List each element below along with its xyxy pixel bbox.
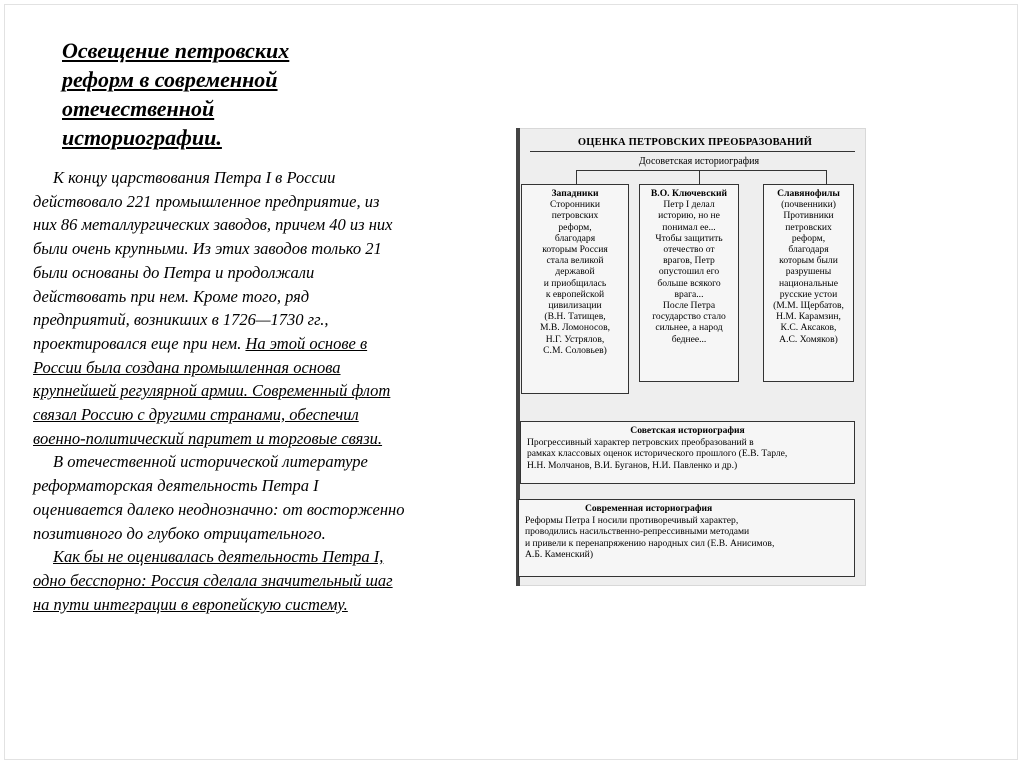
box-soviet-historiography: Советская историография Прогрессивный характер петровских преобразований в рамках классовых оценок исторического прошлого (Е.В. Тарле, Н.Н. Молчанов, В.И. Буганов, Н.И. Павленко и др.) — [520, 421, 855, 484]
slide-title — [62, 36, 362, 152]
text-line-mixed — [33, 332, 503, 356]
box-head: Славянофилы — [777, 188, 840, 199]
connector — [576, 170, 826, 171]
body-text — [33, 166, 503, 616]
underlined-line: на пути интеграции в европейскую систему. — [33, 594, 348, 614]
text-line: действовать при нем. Кроме того, ряд — [33, 286, 310, 306]
connector — [576, 170, 577, 184]
box-head: В.О. Ключевский — [650, 188, 728, 199]
connector — [826, 170, 827, 184]
text-line: действовало 221 промышленное предприятие, из — [33, 191, 380, 211]
text-line: них 86 металлургических заводов, причем 40 из них — [33, 215, 393, 235]
text-fragment: проектировался еще при нем. — [33, 333, 246, 353]
underlined-line: крупнейшей регулярной армии. Современный флот — [33, 381, 391, 401]
underlined-line: связал Россию с другими странами, обеспечил — [33, 405, 359, 425]
title-line: историографии. — [62, 125, 222, 150]
text-line: оценивается далеко неоднозначно: от восторженно — [33, 499, 405, 519]
title-line: реформ в современной — [62, 67, 278, 92]
scheme-subtitle: Досоветская историография — [638, 156, 760, 167]
paragraph-conclusion — [33, 545, 503, 616]
divider — [530, 151, 855, 152]
box-slavophiles: Славянофилы (почвенники) Противники петровских реформ, благодаря которым были разрушены национальные русские устои (М.М. Щербатов, Н.М. Карамзин, К.С. Аксаков, А.С. Хомяков) — [763, 184, 854, 382]
box-head: Современная историография — [585, 503, 713, 514]
underlined-line: одно бесспорно: Россия сделала значительный шаг — [33, 570, 393, 590]
box-head: Западники — [551, 188, 599, 199]
box-modern-historiography: Современная историография Реформы Петра I носили противоречивый характер, проводились насильственно-репрессивными методами и привели к перенапряжению народных сил (Е.В. Анисимов, А.Б. Каменский) — [518, 499, 855, 577]
title-line: Освещение петровских — [62, 38, 290, 63]
connector — [699, 170, 700, 184]
text-line: В отечественной исторической литературе — [53, 452, 368, 472]
underlined-line: России была создана промышленная основа — [33, 357, 341, 377]
scheme-title: ОЦЕНКА ПЕТРОВСКИХ ПРЕОБРАЗОВАНИЙ — [577, 137, 813, 148]
box-westernizers: Западники Сторонники петровских реформ, благодаря которым Россия стала великой державой и приобщилась к европейской цивилизации (В.Н. Татищев, М.В. Ломоносов, Н.Г. Устрялов, С.М. Соловьев) — [521, 184, 629, 394]
text-line: были очень крупными. Из этих заводов только 21 — [33, 239, 382, 259]
underlined-fragment: На этой основе в — [245, 333, 368, 353]
text-line: были основаны до Петра и продолжали — [33, 262, 315, 282]
text-line: реформаторская деятельность Петра I — [33, 476, 319, 496]
paragraph-historiography — [33, 450, 503, 545]
historiography-scheme-image — [516, 128, 866, 586]
underlined-line: Как бы не оценивалась деятельность Петра I, — [53, 547, 384, 567]
title-line: отечественной — [62, 96, 215, 121]
underlined-line: военно-политический паритет и торговые связи. — [33, 428, 383, 448]
paragraph-industry — [33, 166, 503, 450]
text-line: К концу царствования Петра I в России — [53, 168, 336, 187]
box-head: Советская историография — [630, 425, 745, 436]
text-line: предприятий, возникших в 1726—1730 гг., — [33, 310, 329, 330]
text-line: позитивного до глубоко отрицательного. — [33, 523, 326, 543]
box-klyuchevsky: В.О. Ключевский Петр I делал историю, но не понимал ее... Чтобы защитить отечество от врагов, Петр опустошил его больше всякого врага... После Петра государство стало сильнее, а народ беднее... — [639, 184, 739, 382]
